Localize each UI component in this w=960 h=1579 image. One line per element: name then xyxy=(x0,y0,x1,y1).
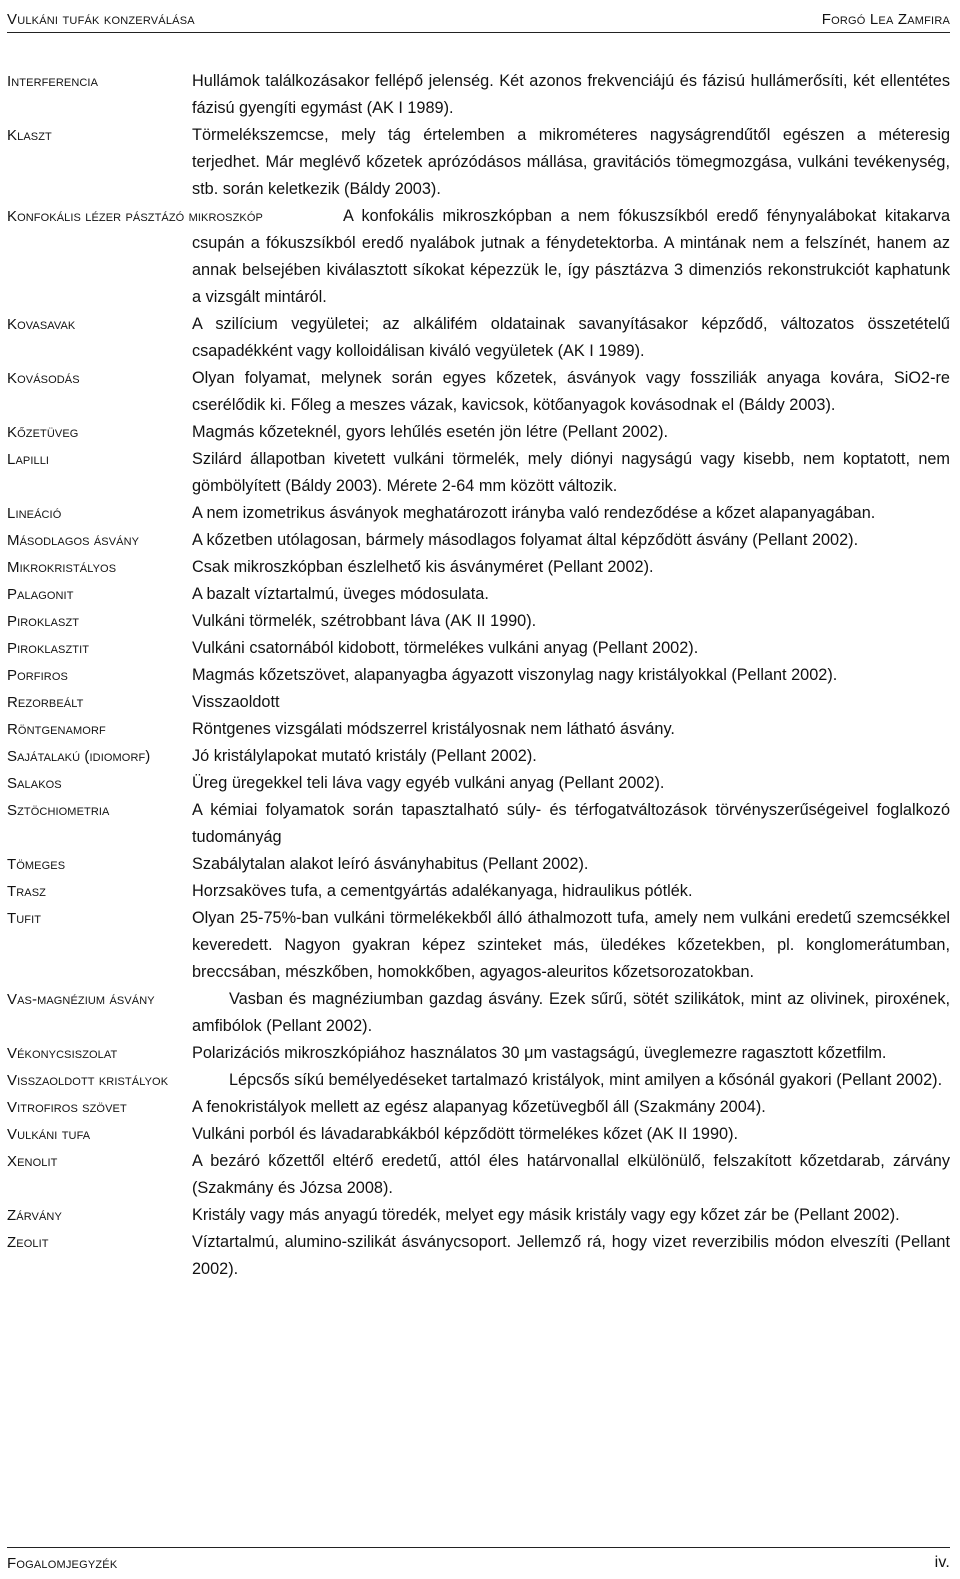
glossary-definition: Horzsaköves tufa, a cementgyártás adalékanyaga, hidraulikus pótlék. xyxy=(192,882,693,900)
glossary-entry xyxy=(7,1202,950,1229)
glossary-term: Vas-magnézium ásvány xyxy=(7,991,155,1008)
glossary-term: Palagonit xyxy=(7,586,74,603)
glossary-definition: Röntgenes vizsgálati módszerrel kristályosnak nem látható ásvány. xyxy=(192,720,675,738)
glossary-term: Kovásodás xyxy=(7,370,80,387)
header-title: Vulkáni tufák konzerválása xyxy=(7,11,195,28)
glossary-entry xyxy=(7,716,950,743)
glossary-entry xyxy=(7,905,950,986)
glossary-term: Porfiros xyxy=(7,667,68,684)
glossary-term: Tömeges xyxy=(7,856,66,873)
glossary-entry xyxy=(7,1229,950,1283)
glossary-entry xyxy=(7,500,950,527)
glossary-term: Röntgenamorf xyxy=(7,721,106,738)
glossary-definition: Olyan 25-75%-ban vulkáni törmelékekből álló áthalmozott tufa, amely nem vulkáni eredetű szemcsékkel keveredett. Nagyon gyakran képez szinteket más, üledékes kőzetekben, pl. konglomerátumban, breccsában, mészkőben, homokkőben, agyagos-aleuritos kőzetsorozatokban. xyxy=(192,909,950,981)
glossary-term: Zeolit xyxy=(7,1234,49,1251)
glossary-entry xyxy=(7,986,950,1040)
glossary-definition: A fenokristályok mellett az egész alapanyag kőzetüvegből áll (Szakmány 2004). xyxy=(192,1098,766,1116)
glossary-definition: A bezáró kőzettől eltérő eredetű, attól éles határvonallal elkülönülő, felszakított kőzetdarab, zárvány (Szakmány és Józsa 2008). xyxy=(192,1152,950,1197)
glossary-term: Salakos xyxy=(7,775,62,792)
glossary-definition: Visszaoldott xyxy=(192,693,280,711)
glossary-entry xyxy=(7,554,950,581)
glossary-definition: A konfokális mikroszkópban a nem fókuszsíkból eredő fénynyalábokat kitakarva csupán a fókuszsíkból eredő nyalábok jutnak a fénydetektorba. A mintának nem a felszínét, hanem az annak belsejében kiválasztott síkokat képezzük le, így pásztázva 3 dimenziós rekonstrukciót kaphatunk a vizsgált mintáról. xyxy=(192,207,950,306)
page-footer xyxy=(7,1547,950,1578)
glossary-term: Tufit xyxy=(7,910,42,927)
glossary-definition: A kémiai folyamatok során tapasztalható súly- és térfogatváltozások törvényszerűségeivel foglalkozó tudományág xyxy=(192,801,950,846)
glossary-term: Zárvány xyxy=(7,1207,62,1224)
glossary-entry xyxy=(7,581,950,608)
glossary-entry xyxy=(7,1148,950,1202)
glossary-entry xyxy=(7,311,950,365)
glossary-definition: A bazalt víztartalmú, üveges módosulata. xyxy=(192,585,489,603)
glossary-definition: Vulkáni porból és lávadarabkákból képződött törmelékes kőzet (AK II 1990). xyxy=(192,1125,739,1143)
glossary-term: Vulkáni tufa xyxy=(7,1126,91,1143)
glossary-definition: Olyan folyamat, melynek során egyes kőzetek, ásványok vagy fossziliák anyaga kovára, SiO2-re cserélődik ki. Főleg a meszes vázak, kavicsok, kötőanyagok kovásodnak el (Báldy 2003). xyxy=(192,369,950,414)
glossary-term: Konfokális lézer pásztázó mikroszkóp xyxy=(7,208,263,225)
glossary-term: Piroklaszt xyxy=(7,613,80,630)
glossary-definition: A szilícium vegyületei; az alkálifém oldatainak savanyításakor képződő, változatos összetételű csapadékként vagy kolloidálisan kiváló vegyületek (AK I 1989). xyxy=(192,315,950,360)
glossary-entry xyxy=(7,419,950,446)
glossary-definition: Vulkáni csatornából kidobott, törmelékes vulkáni anyag (Pellant 2002). xyxy=(192,639,699,657)
glossary-definition: Vulkáni törmelék, szétrobbant láva (AK II 1990). xyxy=(192,612,537,630)
glossary-entry xyxy=(7,662,950,689)
glossary-term: Xenolit xyxy=(7,1153,58,1170)
glossary-definition: Szabálytalan alakot leíró ásványhabitus (Pellant 2002). xyxy=(192,855,589,873)
glossary-definition: A kőzetben utólagosan, bármely másodlagos folyamat által képződött ásvány (Pellant 2002). xyxy=(192,531,859,549)
glossary-term: Kőzetüveg xyxy=(7,424,79,441)
glossary-entry xyxy=(7,1094,950,1121)
glossary-definition: Magmás kőzeteknél, gyors lehűlés esetén jön létre (Pellant 2002). xyxy=(192,423,669,441)
page-number: iv. xyxy=(934,1554,950,1571)
glossary-entry xyxy=(7,689,950,716)
glossary-term: Vékonycsiszolat xyxy=(7,1045,118,1062)
glossary-definition: Polarizációs mikroszkópiához használatos 30 μm vastagságú, üveglemezre ragasztott kőzetfilm. xyxy=(192,1044,887,1062)
glossary-definition: Törmelékszemcse, mely tág értelemben a mikrométeres nagyságrendűtől egészen a méteresig terjedhet. Már meglévő kőzetek aprózódásos mállása, gravitációs tömegmozgása, vulkáni tevékenység, stb. során keletkezik (Báldy 2003). xyxy=(192,126,950,198)
glossary-entry xyxy=(7,878,950,905)
glossary-entry xyxy=(7,797,950,851)
glossary-entry xyxy=(7,608,950,635)
glossary-term: Lapilli xyxy=(7,451,50,468)
glossary-term: Másodlagos ásvány xyxy=(7,532,140,549)
glossary-definition: Csak mikroszkópban észlelhető kis ásványméret (Pellant 2002). xyxy=(192,558,654,576)
glossary-term: Interferencia xyxy=(7,73,99,90)
glossary-definition: Víztartalmú, alumino-szilikát ásványcsoport. Jellemző rá, hogy vizet reverzibilis módon elveszíti (Pellant 2002). xyxy=(192,1233,950,1278)
glossary-entry xyxy=(7,1040,950,1067)
footer-section-title: Fogalomjegyzék xyxy=(7,1554,118,1572)
glossary-entry xyxy=(7,527,950,554)
glossary-term: Sajátalakú (idiomorf) xyxy=(7,748,151,765)
glossary-definition: Hullámok találkozásakor fellépő jelenség. Két azonos frekvenciájú és fázisú hullámerősíti, két ellentétes fázisú gyengíti egymást (AK I 1989). xyxy=(192,72,950,117)
glossary-term: Sztöchiometria xyxy=(7,802,110,819)
glossary-definition: Lépcsős síkú bemélyedéseket tartalmazó kristályok, mint amilyen a kősónál gyakori (Pellant 2002). xyxy=(229,1071,943,1089)
glossary-entry xyxy=(7,1067,950,1094)
glossary-term: Trasz xyxy=(7,883,46,900)
glossary-definition: Vasban és magnéziumban gazdag ásvány. Ezek sűrű, sötét szilikátok, mint az olivinek, piroxének, amfibólok (Pellant 2002). xyxy=(192,990,950,1035)
glossary-term: Rezorbeált xyxy=(7,694,84,711)
glossary-entry xyxy=(7,446,950,500)
glossary-entry xyxy=(7,365,950,419)
glossary-entry xyxy=(7,770,950,797)
glossary-entry xyxy=(7,851,950,878)
glossary-list xyxy=(7,68,950,1283)
glossary-entry xyxy=(7,743,950,770)
glossary-definition: A nem izometrikus ásványok meghatározott irányba való rendeződése a kőzet alapanyagában. xyxy=(192,504,876,522)
glossary-term: Visszaoldott kristályok xyxy=(7,1072,169,1089)
glossary-term: Lineáció xyxy=(7,505,62,522)
glossary-term: Vitrofiros szövet xyxy=(7,1099,127,1116)
glossary-entry xyxy=(7,68,950,122)
glossary-entry xyxy=(7,203,950,311)
glossary-term: Kovasavak xyxy=(7,316,76,333)
glossary-definition: Jó kristálylapokat mutató kristály (Pellant 2002). xyxy=(192,747,537,765)
glossary-definition: Szilárd állapotban kivetett vulkáni törmelék, mely diónyi nagyságú vagy kisebb, nem koptatott, nem gömbölyített (Báldy 2003). Mérete 2-64 mm között változik. xyxy=(192,450,950,495)
page-header xyxy=(7,0,950,33)
glossary-definition: Magmás kőzetszövet, alapanyagba ágyazott viszonylag nagy kristályokkal (Pellant 2002). xyxy=(192,666,838,684)
glossary-term: Mikrokristályos xyxy=(7,559,117,576)
glossary-entry xyxy=(7,635,950,662)
glossary-definition: Üreg üregekkel teli láva vagy egyéb vulkáni anyag (Pellant 2002). xyxy=(192,774,665,792)
glossary-entry xyxy=(7,122,950,203)
header-author: Forgó Lea Zamfira xyxy=(821,11,950,28)
glossary-definition: Kristály vagy más anyagú töredék, melyet egy másik kristály vagy egy kőzet zár be (Pellant 2002). xyxy=(192,1206,900,1224)
glossary-entry xyxy=(7,1121,950,1148)
glossary-term: Klaszt xyxy=(7,127,52,144)
glossary-term: Piroklasztit xyxy=(7,640,90,657)
